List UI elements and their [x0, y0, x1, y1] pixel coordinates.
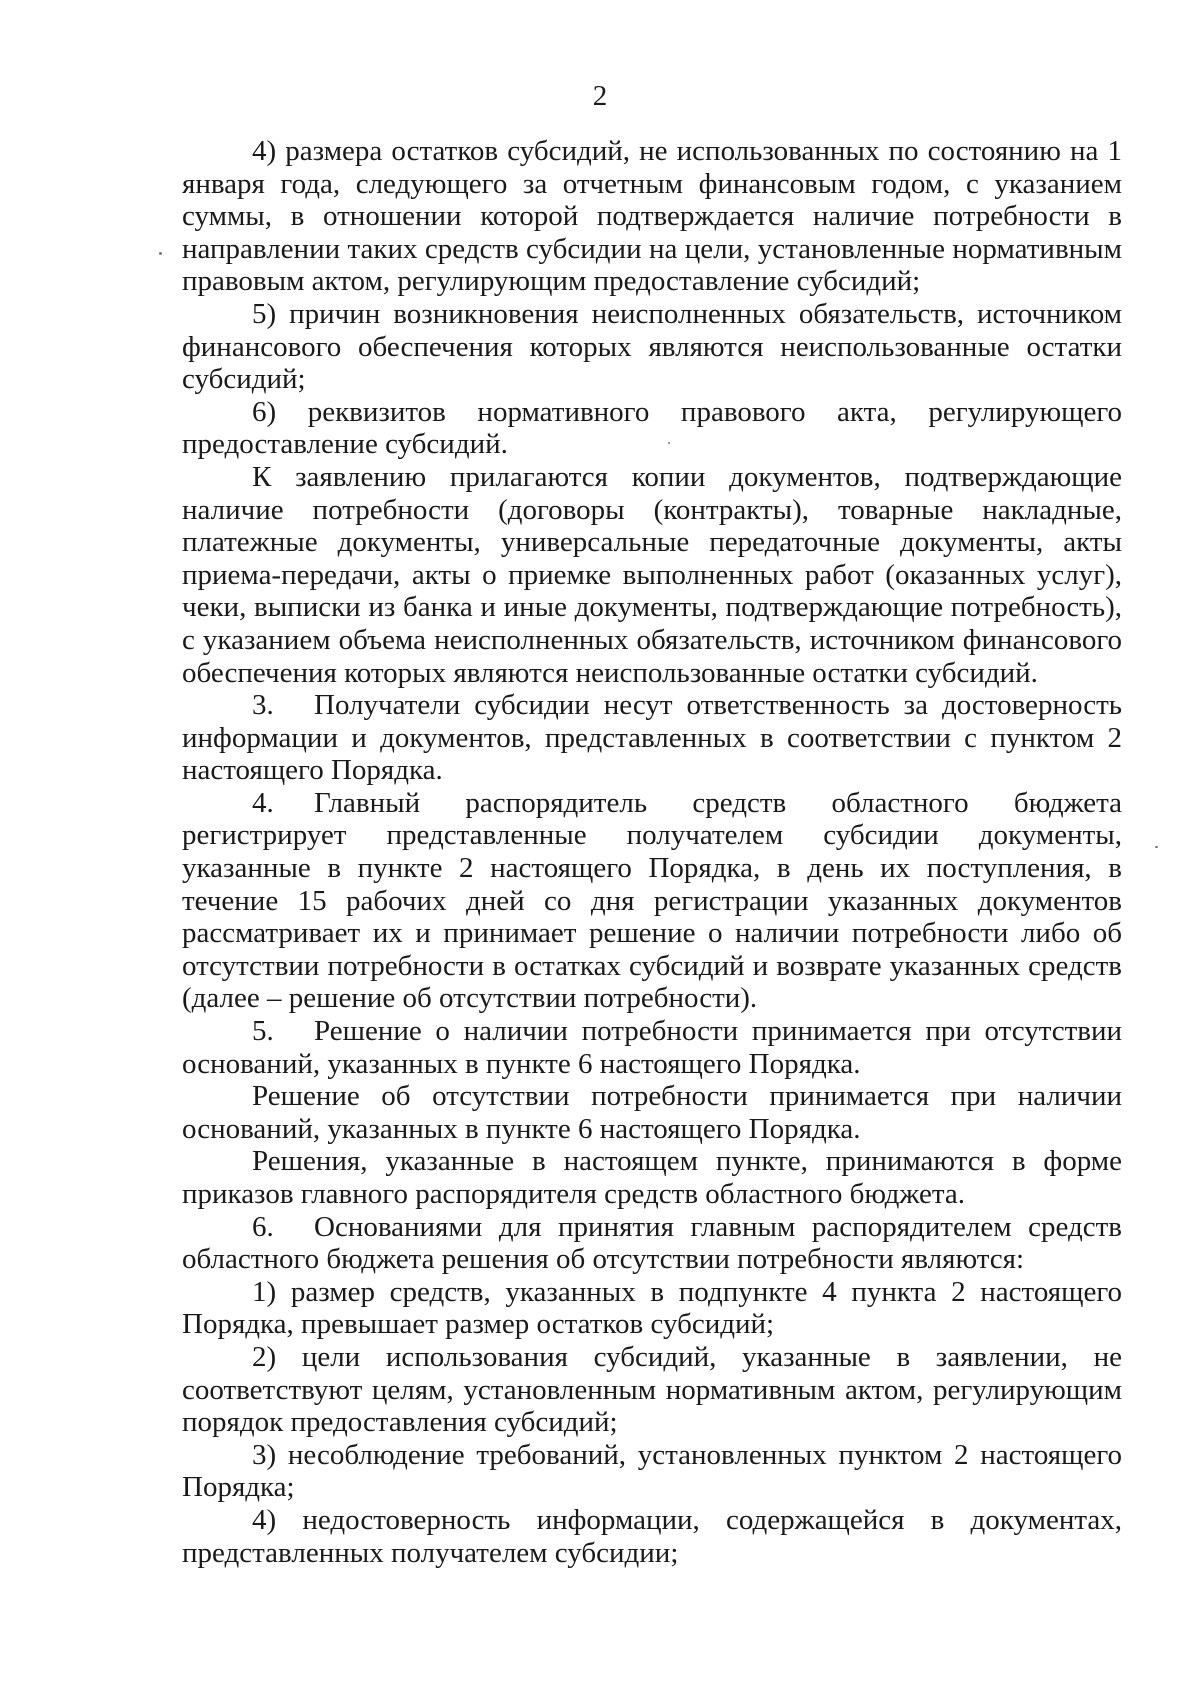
clause-text: Главный распорядитель средств областного бюджета регистрирует представленные получателем субсидии документы, указанные в пункте 2 настоящего Порядка, в день их поступления, в течение 15 рабочих дней со дня регистрации указанных документов рассматривает их и принимает решение о наличии потребности либо об отсутствии потребности в остатках субсидий и возврате указанных средств (далее – решение об отсутствии потребности). — [182, 786, 1122, 1015]
paragraph-clause-3 — [182, 689, 1122, 787]
clause-number: 4. — [252, 786, 274, 819]
paragraph-ground-4: 4) недостоверность информации, содержащейся в документах, представленных получателем субсидии; — [182, 1503, 1122, 1569]
document-body — [182, 135, 1122, 1569]
paragraph-item-4: 4) размера остатков субсидий, не использованных по состоянию на 1 января года, следующего за отчетным финансовым годом, с указанием суммы, в отношении которой подтверждается наличие потребности в направлении таких средств субсидии на цели, установленные нормативным правовым актом, регулирующим предоставление субсидий; — [182, 135, 1122, 298]
clause-number: 3. — [252, 689, 274, 722]
clause-number: 5. — [252, 1015, 274, 1048]
paragraph-clause-5 — [182, 1015, 1122, 1080]
paragraph-no-need-decision: Решение об отсутствии потребности принимается при наличии оснований, указанных в пункте 6 настоящего Порядка. — [182, 1080, 1122, 1145]
scan-speck — [159, 252, 162, 255]
paragraph-ground-3: 3) несоблюдение требований, установленных пунктом 2 настоящего Порядка; — [182, 1438, 1122, 1504]
scan-speck — [668, 442, 670, 444]
paragraph-ground-2: 2) цели использования субсидий, указанные в заявлении, не соответствуют целям, установленным нормативным актом, регулирующим порядок предоставления субсидий; — [182, 1340, 1122, 1439]
page-number: 2 — [592, 80, 608, 112]
paragraph-item-5: 5) причин возникновения неисполненных обязательств, источником финансового обеспечения которых являются неиспользованные остатки субсидий; — [182, 297, 1122, 396]
paragraph-item-6: 6) реквизитов нормативного правового акта, регулирующего предоставление субсидий. — [182, 395, 1122, 461]
paragraph-attachments: К заявлению прилагаются копии документов, подтверждающие наличие потребности (договоры (контракты), товарные накладные, платежные документы, универсальные передаточные документы, акты приема-передачи, акты о приемке выполненных работ (оказанных услуг), чеки, выписки из банка и иные документы, подтверждающие потребность), с указанием объема неисполненных обязательств, источником финансового обеспечения которых являются неиспользованные остатки субсидий. — [182, 460, 1122, 689]
clause-text: Основаниями для принятия главным распорядителем средств областного бюджета решения об отсутствии потребности являются: — [182, 1210, 1122, 1276]
paragraph-ground-1: 1) размер средств, указанных в подпункте 4 пункта 2 настоящего Порядка, превышает размер остатков субсидий; — [182, 1275, 1122, 1341]
clause-text: Решение о наличии потребности принимается при отсутствии оснований, указанных в пункте 6 настоящего Порядка. — [182, 1015, 1122, 1080]
scan-speck — [1155, 846, 1158, 848]
clause-number: 6. — [252, 1210, 274, 1243]
paragraph-clause-4 — [182, 787, 1122, 1015]
paragraph-decisions-form: Решения, указанные в настоящем пункте, принимаются в форме приказов главного распорядителя средств областного бюджета. — [182, 1145, 1122, 1210]
clause-text: Получатели субсидии несут ответственность за достоверность информации и документов, представленных в соответствии с пунктом 2 настоящего Порядка. — [182, 689, 1122, 787]
paragraph-clause-6 — [182, 1211, 1122, 1276]
